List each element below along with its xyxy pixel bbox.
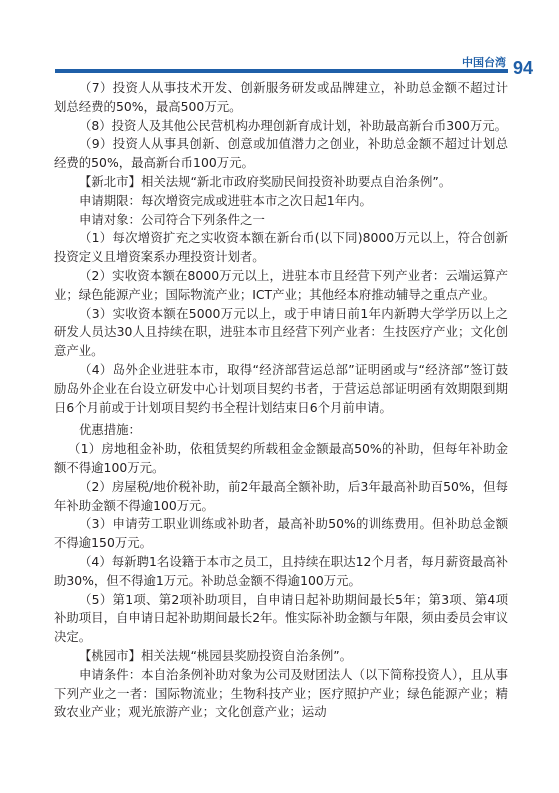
incentive-1: （1）房地租金补助，依租赁契约所载租金金额最高50%的补助，但每年补助金额不得逾100万元。 xyxy=(54,441,508,475)
incentives-heading: 优惠措施： xyxy=(79,422,141,438)
section-title: 中国台湾 xyxy=(462,56,506,69)
taoyuan-conditions: 申请条件：本自治条例补助对象为公司及财团法人（以下简称投资人），且从事下列产业之一者：国际物流业；生物科技产业；医疗照护产业；绿色能源产业；精致农业产业；观光旅游产业；文化创意产业；运动 xyxy=(54,666,508,720)
condition-1: （1）每次增资扩充之实收资本额在新台币(以下同)8000万元以上，符合创新投资定义且增资案系办理投资计划者。 xyxy=(54,230,508,265)
condition-2: （2）实收资本额在8000万元以上，进驻本市且经营下列产业者：云端运算产业；绿色能源产业；国际物流产业；ICT产业；其他经本府推动辅导之重点产业。 xyxy=(54,267,508,302)
body-text xyxy=(54,79,508,722)
header-rule xyxy=(55,69,508,73)
paragraph-8: （8）投资人及其他公民营机构办理创新育成计划，补助最高新台币300万元。 xyxy=(79,117,508,133)
application-target: 申请对象：公司符合下列条件之一 xyxy=(79,211,265,227)
incentive-2: （2）房屋税/地价税补助，前2年最高全额补助，后3年最高补助百50%，但每年补助金额不得逾100万元。 xyxy=(54,478,508,513)
new-taipei-heading: 【新北市】相关法规“新北市政府奖励民间投资补助要点自治条例”。 xyxy=(79,173,452,189)
condition-3: （3）实收资本额在5000万元以上，或于申请日前1年内新聘大学学历以上之研发人员达30人且持续在职，进驻本市且经营下列产业者：生技医疗产业；文化创意产业。 xyxy=(54,305,508,359)
application-period: 申请期限：每次增资完成或进驻本市之次日起1年内。 xyxy=(79,192,372,208)
paragraph-9: （9）投资人从事具创新、创意或加值潜力之创业，补助总金额不超过计划总经费的50%，最高新台币100万元。 xyxy=(54,136,508,171)
page-number: 94 xyxy=(513,58,534,78)
incentive-3: （3）申请劳工职业训练或补助者，最高补助50%的训练费用。但补助总金额不得逾150万元。 xyxy=(54,516,508,551)
incentive-5: （5）第1项、第2项补助项目，自申请日起补助期间最长5年；第3项、第4项补助项目，自申请日起补助期间最长2年。惟实际补助金额与年限，须由委员会审议决定。 xyxy=(54,591,508,645)
paragraph-7: （7）投资人从事技术开发、创新服务研发或品牌建立，补助总金额不超过计划总经费的50%，最高500万元。 xyxy=(54,80,508,114)
incentive-4: （4）每新聘1名设籍于本市之员工，且持续在职达12个月者，每月薪资最高补助30%，但不得逾1万元。补助总金额不得逾100万元。 xyxy=(54,553,508,588)
taoyuan-heading: 【桃园市】相关法规“桃园县奖励投资自治条例”。 xyxy=(79,647,353,663)
condition-4: （4）岛外企业进驻本市，取得“经济部营运总部”证明函或与“经济部”签订鼓励岛外企业在台设立研发中心计划项目契约书者，于营运总部证明函有效期限到期日6个月前或于计划项目契约书全程计划结束日6个月前申请。 xyxy=(54,361,508,415)
